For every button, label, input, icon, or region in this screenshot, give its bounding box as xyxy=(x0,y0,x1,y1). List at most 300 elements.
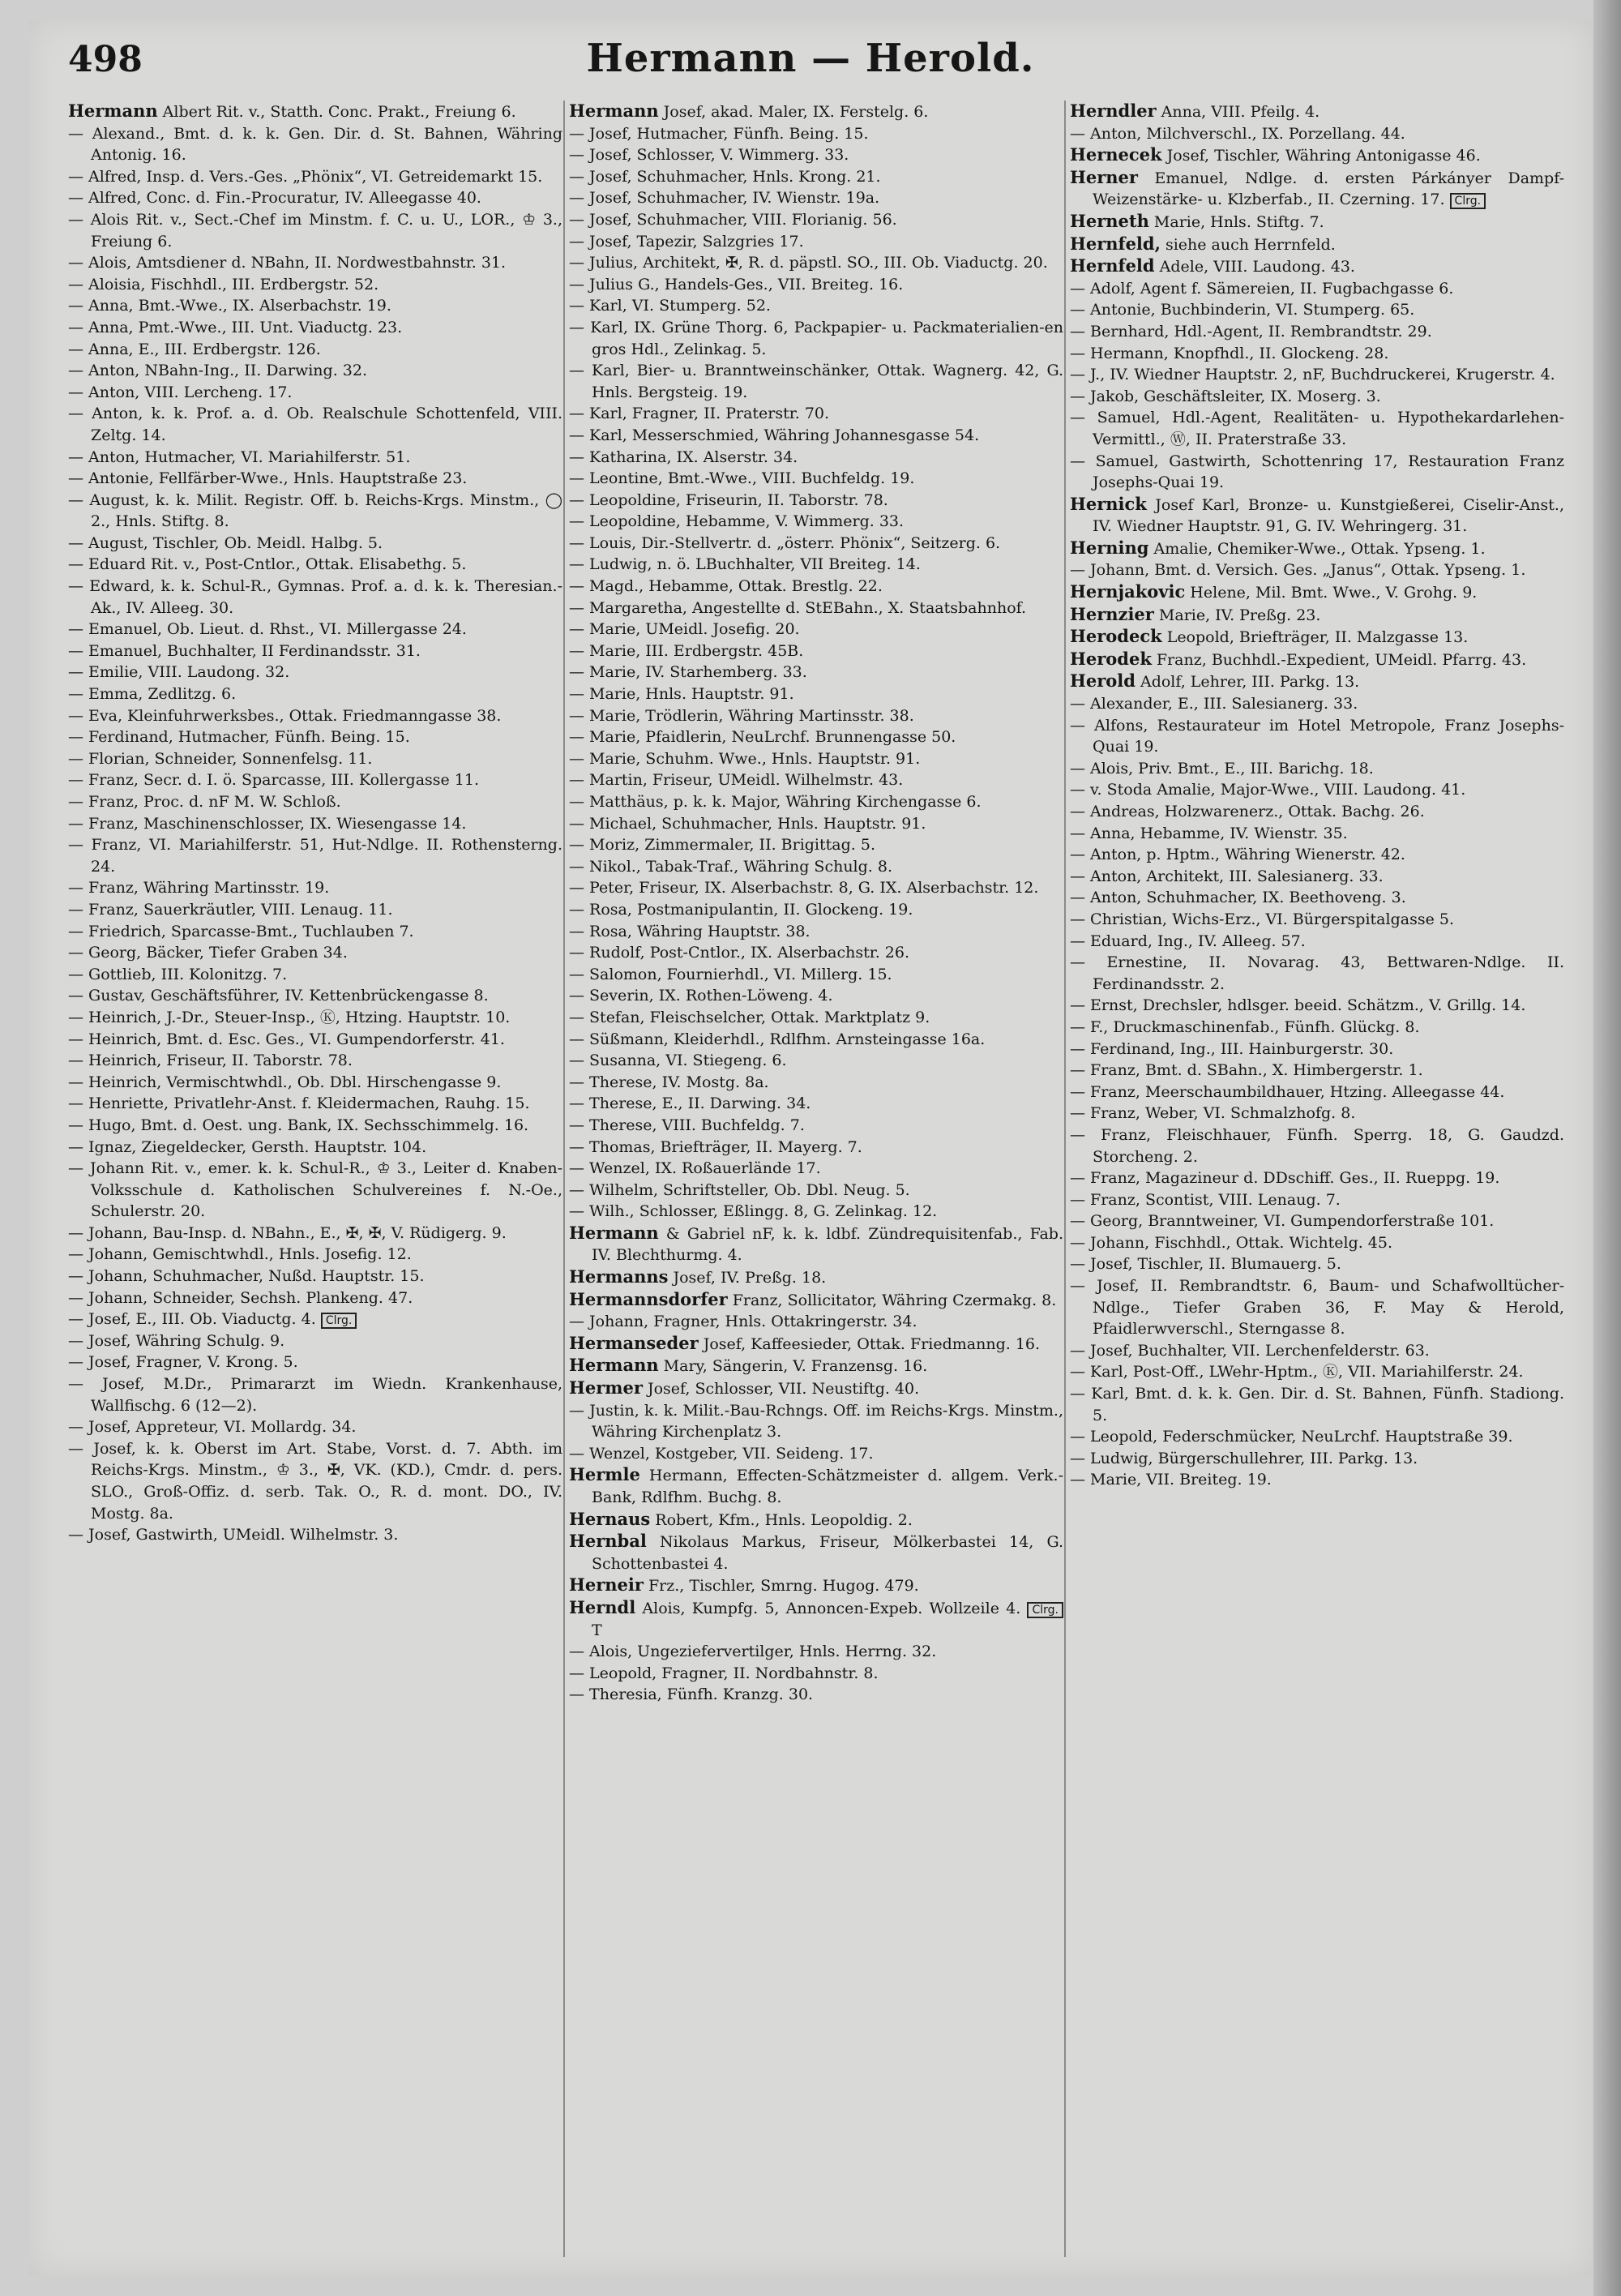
directory-entry xyxy=(569,640,1063,662)
entry-text: Nikolaus Markus, Friseur, Mölkerbastei 14, G. Schottenbastei 4. xyxy=(592,1533,1063,1573)
directory-entry xyxy=(569,791,1063,813)
directory-entry xyxy=(569,317,1063,360)
directory-entry xyxy=(68,942,562,964)
entry-text: — Leopoldine, Friseurin, II. Taborstr. 78. xyxy=(569,490,888,509)
directory-entry xyxy=(569,1377,1063,1400)
directory-entry xyxy=(1070,1189,1564,1211)
entry-surname: Hermle xyxy=(569,1464,640,1485)
entry-text: — Nikol., Tabak-Traf., Währing Schulg. 8. xyxy=(569,857,892,876)
directory-entry xyxy=(569,1072,1063,1094)
entry-text: — Johann, Gemischtwhdl., Hnls. Josefig. 12. xyxy=(68,1245,412,1264)
entry-text: — Emanuel, Ob. Lieut. d. Rhst., VI. Millergasse 24. xyxy=(68,620,467,639)
entry-surname: Hernzier xyxy=(1070,603,1154,624)
directory-entry xyxy=(1070,1103,1564,1124)
directory-entry xyxy=(1070,451,1564,494)
entry-text: — Wenzel, Kostgeber, VII. Seideng. 17. xyxy=(569,1444,874,1463)
directory-entry xyxy=(569,705,1063,727)
directory-entry xyxy=(1070,1383,1564,1426)
directory-entry xyxy=(569,748,1063,770)
directory-entry xyxy=(68,274,562,296)
entry-text: — Josef, Buchhalter, VII. Lerchenfelderstr. 63. xyxy=(1070,1341,1430,1360)
entry-text: — F., Druckmaschinenfab., Fünfh. Glückg. 8. xyxy=(1070,1017,1420,1036)
clearing-badge: Clrg. xyxy=(1450,193,1486,209)
directory-entry xyxy=(68,640,562,662)
entry-text: — Edward, k. k. Schul-R., Gymnas. Prof. a. d. k. k. Theresian.-Ak., IV. Alleeg. 30. xyxy=(68,577,562,617)
directory-entry xyxy=(68,295,562,317)
directory-entry xyxy=(68,1223,562,1244)
entry-text: — Johann, Schuhmacher, Nußd. Hauptstr. 15. xyxy=(68,1267,425,1286)
entry-surname: Herneth xyxy=(1070,210,1149,231)
entry-text: — Karl, IX. Grüne Thorg. 6, Packpapier- u. Packmaterialien-en gros Hdl., Zelinkag. 5. xyxy=(569,318,1063,358)
directory-entry xyxy=(68,1072,562,1094)
directory-entry xyxy=(1070,758,1564,780)
entry-text: Adolf, Lehrer, III. Parkg. 13. xyxy=(1135,673,1360,692)
directory-entry xyxy=(1070,1039,1564,1060)
directory-entry xyxy=(569,1093,1063,1115)
entry-text: — Anton, Schuhmacher, IX. Beethoveng. 3. xyxy=(1070,889,1406,907)
directory-entry xyxy=(68,985,562,1007)
directory-entry xyxy=(68,447,562,469)
entry-text: — Gustav, Geschäftsführer, IV. Kettenbrückengasse 8. xyxy=(68,987,489,1005)
directory-entry xyxy=(569,468,1063,490)
binding-shadow xyxy=(1593,0,1621,2296)
entry-text: Mary, Sängerin, V. Franzensg. 16. xyxy=(658,1357,928,1376)
entry-text: — Josef, Währing Schulg. 9. xyxy=(68,1331,285,1350)
directory-entry xyxy=(1070,101,1564,123)
entry-text: — J., IV. Wiedner Hauptstr. 2, nF, Buchdruckerei, Krugerstr. 4. xyxy=(1070,366,1555,384)
column-divider xyxy=(1064,101,1066,2257)
entry-text: — Alois, Ungeziefervertilger, Hnls. Herrng. 32. xyxy=(569,1643,937,1661)
entry-text: — Leontine, Bmt.-Wwe., VIII. Buchfeldg. 19. xyxy=(569,469,915,488)
entry-text: — Josef, Schuhmacher, VIII. Florianig. 56. xyxy=(569,210,897,229)
entry-text: — Samuel, Gastwirth, Schottenring 17, Restauration Franz Josephs-Quai 19. xyxy=(1070,452,1564,492)
entry-surname: Herner xyxy=(1070,166,1138,187)
directory-entry xyxy=(569,447,1063,469)
directory-entry xyxy=(1070,779,1564,801)
entry-text: — Ludwig, Bürgerschullehrer, III. Parkg. 13. xyxy=(1070,1449,1418,1467)
directory-entry xyxy=(569,1289,1063,1312)
directory-entry xyxy=(569,598,1063,619)
directory-entry xyxy=(68,1330,562,1352)
entry-text: — Friedrich, Sparcasse-Bmt., Tuchlauben 7. xyxy=(68,922,414,940)
entry-text: — Wenzel, IX. Roßauerlände 17. xyxy=(569,1159,821,1178)
entry-text: — Florian, Schneider, Sonnenfelsg. 11. xyxy=(68,749,373,768)
directory-entry xyxy=(68,209,562,252)
entry-text: — Franz, Bmt. d. SBahn., X. Himbergerstr. 1. xyxy=(1070,1061,1423,1080)
directory-entry xyxy=(569,662,1063,683)
directory-entry xyxy=(1070,407,1564,450)
entry-text: Josef, Tischler, Währing Antonigasse 46. xyxy=(1161,147,1481,165)
entry-text: Robert, Kfm., Hnls. Leopoldig. 2. xyxy=(650,1510,913,1529)
directory-entry xyxy=(68,317,562,339)
columns-container xyxy=(68,101,1564,2257)
directory-entry xyxy=(68,166,562,188)
clearing-badge: Clrg. xyxy=(1027,1602,1063,1618)
entry-surname: Hernick xyxy=(1070,493,1147,514)
directory-entry xyxy=(1070,581,1564,604)
directory-entry xyxy=(68,1438,562,1524)
entry-text: — Antonie, Buchbinderin, VI. Stumperg. 65. xyxy=(1070,301,1415,319)
directory-entry xyxy=(68,187,562,209)
entry-text: — Michael, Schuhmacher, Hnls. Hauptstr. 91. xyxy=(569,814,926,833)
entry-text: — Susanna, VI. Stiegeng. 6. xyxy=(569,1052,787,1070)
directory-entry xyxy=(569,769,1063,791)
directory-entry xyxy=(1070,211,1564,233)
directory-entry xyxy=(569,490,1063,512)
entry-text: — Franz, Maschinenschlosser, IX. Wiesengasse 14. xyxy=(68,814,467,833)
directory-entry xyxy=(1070,559,1564,581)
entry-text: — Henriette, Privatlehr-Anst. f. Kleidermachen, Rauhg. 15. xyxy=(68,1094,530,1113)
directory-entry xyxy=(1070,1082,1564,1103)
entry-text: — Franz, Magazineur d. DDschiff. Ges., II. Rueppg. 19. xyxy=(1070,1169,1500,1188)
entry-surname: Herning xyxy=(1070,537,1149,558)
entry-text: — Georg, Bäcker, Tiefer Graben 34. xyxy=(68,944,348,962)
directory-entry xyxy=(569,1641,1063,1663)
directory-entry xyxy=(68,1137,562,1159)
directory-entry xyxy=(1070,801,1564,823)
entry-surname: Hermann xyxy=(569,1222,659,1243)
entry-text: — Georg, Branntweiner, VI. Gumpendorferstraße 101. xyxy=(1070,1212,1495,1231)
directory-entry xyxy=(569,360,1063,403)
entry-text: — Matthäus, p. k. k. Major, Währing Kirchengasse 6. xyxy=(569,793,982,811)
entry-text: Marie, Hnls. Stiftg. 7. xyxy=(1148,212,1324,231)
directory-entry xyxy=(68,1373,562,1416)
directory-entry xyxy=(68,360,562,382)
entry-text: Albert Rit. v., Statth. Conc. Prakt., Freiung 6. xyxy=(157,103,516,121)
directory-entry xyxy=(569,964,1063,986)
entry-surname: Hernaus xyxy=(569,1508,651,1529)
directory-entry xyxy=(1070,278,1564,300)
directory-entry xyxy=(1070,386,1564,408)
entry-text: — Leopold, Fragner, II. Nordbahnstr. 8. xyxy=(569,1664,879,1682)
entry-text: — Franz, Währing Martinsstr. 19. xyxy=(68,879,330,897)
entry-text: — Margaretha, Angestellte d. StEBahn., X. Staatsbahnhof. xyxy=(569,598,1027,617)
entry-text: Anna, VIII. Pfeilg. 4. xyxy=(1156,103,1320,121)
entry-surname: Hermanns xyxy=(569,1266,669,1287)
directory-entry xyxy=(68,101,562,123)
entry-text: — Josef, Schlosser, V. Wimmerg. 33. xyxy=(569,146,849,165)
directory-entry xyxy=(569,209,1063,231)
directory-entry xyxy=(569,1663,1063,1685)
directory-entry xyxy=(68,554,562,576)
directory-entry xyxy=(1070,1232,1564,1254)
directory-entry xyxy=(68,877,562,899)
directory-entry xyxy=(1070,626,1564,649)
entry-text: — Johann, Fischhdl., Ottak. Wichtelg. 45. xyxy=(1070,1233,1393,1252)
entry-text: — Thomas, Briefträger, II. Mayerg. 7. xyxy=(569,1137,862,1156)
entry-text: — Katharina, IX. Alserstr. 34. xyxy=(569,448,798,466)
directory-entry xyxy=(1070,343,1564,365)
directory-entry xyxy=(1070,364,1564,386)
entry-surname: Herodek xyxy=(1070,648,1152,669)
directory-entry xyxy=(68,576,562,619)
directory-entry xyxy=(1070,866,1564,888)
directory-entry xyxy=(569,101,1063,123)
entry-text: — Marie, Hnls. Hauptstr. 91. xyxy=(569,685,794,704)
entry-text: Emanuel, Ndlge. d. ersten Párkányer Dampf-Weizenstärke- u. Klzberfab., II. Czerning. 17. xyxy=(1093,169,1564,209)
entry-text: — Bernhard, Hdl.-Agent, II. Rembrandtstr. 29. xyxy=(1070,322,1432,341)
directory-entry xyxy=(569,1597,1063,1641)
entry-text: — Leopoldine, Hebamme, V. Wimmerg. 33. xyxy=(569,512,905,531)
entry-text: — Marie, Schuhm. Wwe., Hnls. Hauptstr. 91. xyxy=(569,749,921,768)
directory-entry xyxy=(569,1311,1063,1333)
entry-text: — Josef, Gastwirth, UMeidl. Wilhelmstr. 3. xyxy=(68,1526,399,1544)
entry-text: — Marie, UMeidl. Josefig. 20. xyxy=(569,620,800,639)
entry-text: — Johann, Schneider, Sechsh. Plankeng. 47. xyxy=(68,1288,413,1307)
directory-entry xyxy=(569,877,1063,899)
entry-surname: Hermann xyxy=(569,101,659,121)
entry-text: — Eduard Rit. v., Post-Cntlor., Ottak. Elisabethg. 5. xyxy=(68,555,467,574)
entry-text: — Alexand., Bmt. d. k. k. Gen. Dir. d. St. Bahnen, Währing Antonig. 16. xyxy=(68,124,562,165)
entry-surname: Herndler xyxy=(1070,101,1157,121)
entry-text: — Karl, Messerschmied, Währing Johannesgasse 54. xyxy=(569,426,980,444)
entry-text: — Eva, Kleinfuhrwerksbes., Ottak. Friedmanngasse 38. xyxy=(68,706,502,725)
directory-entry xyxy=(569,726,1063,748)
directory-entry xyxy=(1070,167,1564,211)
entry-text: — Alois, Amtsdiener d. NBahn, II. Nordwestbahnstr. 31. xyxy=(68,254,507,272)
entry-text: — Wilh., Schlosser, Eßlingg. 8, G. Zelinkag. 12. xyxy=(569,1202,938,1221)
entry-text: — Josef, k. k. Oberst im Art. Stabe, Vorst. d. 7. Abth. im Reichs-Krgs. Minstm., ♔ 3., ✠, VK. (KD.), Cmdr. d. pers. SLO., Groß-Offiz. d. serb. Tak. O., R. d. mont. DO., IV. Mostg. 8a. xyxy=(68,1439,562,1523)
entry-surname: Hermann xyxy=(569,1355,659,1376)
directory-entry xyxy=(569,144,1063,166)
entry-surname: Hernbal xyxy=(569,1531,647,1552)
entry-text: Josef, Schlosser, VII. Neustiftg. 40. xyxy=(642,1380,920,1399)
entry-text: — Adolf, Agent f. Sämereien, II. Fugbachgasse 6. xyxy=(1070,279,1454,298)
directory-entry xyxy=(569,1223,1063,1266)
entry-text: — Franz, VI. Mariahilferstr. 51, Hut-Ndlge. II. Rothensterng. 24. xyxy=(68,836,562,876)
entry-text: Amalie, Chemiker-Wwe., Ottak. Ypseng. 1. xyxy=(1148,539,1486,558)
directory-entry xyxy=(1070,1253,1564,1275)
entry-text: — Karl, Post-Off., LWehr-Hptm., Ⓚ, VII. Mariahilferstr. 24. xyxy=(1070,1363,1524,1381)
directory-entry xyxy=(1070,1167,1564,1189)
directory-entry xyxy=(1070,299,1564,321)
entry-text: — Eduard, Ing., IV. Alleeg. 57. xyxy=(1070,932,1306,950)
entry-text: — Christian, Wichs-Erz., VI. Bürgerspitalgasse 5. xyxy=(1070,910,1454,928)
entry-text: Josef, Kaffeesieder, Ottak. Friedmanng. 16. xyxy=(698,1334,1041,1353)
directory-entry xyxy=(68,662,562,683)
directory-entry xyxy=(569,1684,1063,1706)
entry-text: Josef Karl, Bronze- u. Kunstgießerei, Ciselir-Anst., IV. Wiedner Hauptstr. 91, G. IV. Wehringerg. 31. xyxy=(1093,495,1564,536)
entry-text: — Franz, Weber, VI. Schmalzhofg. 8. xyxy=(1070,1104,1356,1123)
directory-entry xyxy=(68,1115,562,1137)
clearing-badge: Clrg. xyxy=(321,1313,357,1329)
directory-entry xyxy=(569,1158,1063,1180)
directory-entry xyxy=(68,1351,562,1373)
directory-entry xyxy=(569,985,1063,1007)
entry-text: — Hugo, Bmt. d. Oest. ung. Bank, IX. Sechsschimmelg. 16. xyxy=(68,1116,529,1134)
entry-text: — Rudolf, Post-Cntlor., IX. Alserbachstr. 26. xyxy=(569,944,910,962)
running-title: Hermann — Herold. xyxy=(586,36,1035,81)
entry-text: — Heinrich, Friseur, II. Taborstr. 78. xyxy=(68,1052,353,1070)
directory-entry xyxy=(68,1007,562,1029)
directory-entry xyxy=(569,1443,1063,1465)
directory-entry xyxy=(1070,670,1564,693)
entry-text: — Süßmann, Kleiderhdl., Rdlfhm. Arnsteingasse 16a. xyxy=(569,1030,986,1048)
entry-surname: Hermanseder xyxy=(569,1332,699,1353)
directory-entry xyxy=(68,769,562,791)
entry-text: — Alois Rit. v., Sect.-Chef im Minstm. f. C. u. U., LOR., ♔ 3., Freiung 6. xyxy=(68,210,562,251)
directory-entry xyxy=(569,295,1063,317)
directory-entry xyxy=(1070,823,1564,845)
directory-entry xyxy=(68,382,562,404)
directory-entry xyxy=(569,1180,1063,1202)
entry-text: — Martin, Friseur, UMeidl. Wilhelmstr. 43. xyxy=(569,771,904,790)
entry-text: — Stefan, Fleischselcher, Ottak. Marktplatz 9. xyxy=(569,1008,930,1026)
directory-entry xyxy=(68,1309,562,1330)
directory-entry xyxy=(1070,844,1564,866)
entry-text: — Franz, Fleischhauer, Fünfh. Sperrg. 18, G. Gaudzd. Storcheng. 2. xyxy=(1070,1125,1564,1166)
entry-text: Josef, akad. Maler, IX. Ferstelg. 6. xyxy=(658,103,929,121)
directory-entry xyxy=(1070,715,1564,758)
entry-text: — Josef, E., III. Ob. Viaductg. 4. xyxy=(68,1310,321,1329)
entry-text: — Josef, Appreteur, VI. Mollardg. 34. xyxy=(68,1418,357,1437)
directory-entry xyxy=(68,1093,562,1115)
directory-entry xyxy=(68,964,562,986)
directory-entry xyxy=(569,683,1063,705)
directory-entry xyxy=(569,1007,1063,1029)
entry-text: Leopold, Briefträger, II. Malzgasse 13. xyxy=(1161,628,1469,647)
directory-entry xyxy=(569,274,1063,296)
directory-entry xyxy=(1070,1275,1564,1340)
entry-text: — Anton, VIII. Lercheng. 17. xyxy=(68,383,293,401)
entry-surname: Hermer xyxy=(569,1377,643,1399)
entry-text: — Justin, k. k. Milit.-Bau-Rchngs. Off. im Reichs-Krgs. Minstm., Währing Kirchenplatz 3. xyxy=(569,1401,1063,1441)
directory-entry xyxy=(569,942,1063,964)
directory-entry xyxy=(1070,693,1564,715)
entry-text: — Rosa, Postmanipulantin, II. Glockeng. 19. xyxy=(569,900,913,919)
entry-text: — Andreas, Holzwarenerz., Ottak. Bachg. 26. xyxy=(1070,803,1425,820)
directory-entry xyxy=(68,813,562,835)
entry-text: — Salomon, Fournierhdl., VI. Millerg. 15. xyxy=(569,965,892,983)
entry-text: — Severin, IX. Rothen-Löweng. 4. xyxy=(569,987,833,1005)
directory-entry xyxy=(68,1416,562,1438)
directory-entry xyxy=(1070,604,1564,627)
entry-surname: Hermannsdorfer xyxy=(569,1288,728,1309)
entry-text: — Anna, Pmt.-Wwe., III. Unt. Viaductg. 23. xyxy=(68,318,403,336)
directory-entry xyxy=(569,1266,1063,1289)
entry-text: — Heinrich, J.-Dr., Steuer-Insp., Ⓚ, Htzing. Hauptstr. 10. xyxy=(68,1008,511,1026)
directory-entry xyxy=(1070,1448,1564,1470)
entry-text: — Alois, Priv. Bmt., E., III. Barichg. 18. xyxy=(1070,759,1374,777)
directory-entry xyxy=(569,1029,1063,1051)
directory-entry xyxy=(569,231,1063,253)
directory-entry xyxy=(569,1400,1063,1443)
entry-text: — Aloisia, Fischhdl., III. Erdbergstr. 52. xyxy=(68,275,379,293)
directory-entry xyxy=(569,813,1063,835)
directory-entry xyxy=(68,1287,562,1309)
directory-entry xyxy=(1070,887,1564,909)
entry-text: — Franz, Proc. d. nF M. W. Schloß. xyxy=(68,793,341,811)
entry-text: — Johann, Fragner, Hnls. Ottakringerstr. 34. xyxy=(569,1313,917,1331)
directory-entry xyxy=(68,619,562,640)
entry-text: — Marie, VII. Breiteg. 19. xyxy=(1070,1471,1272,1489)
entry-text: Josef, IV. Preßg. 18. xyxy=(668,1269,827,1287)
entry-text: — Rosa, Währing Hauptstr. 38. xyxy=(569,922,810,940)
directory-entry xyxy=(569,1050,1063,1072)
entry-text: — Anna, E., III. Erdbergstr. 126. xyxy=(68,340,321,358)
entry-text: — Leopold, Federschmücker, NeuLrchf. Hauptstraße 39. xyxy=(1070,1428,1513,1446)
entry-text: — Heinrich, Vermischtwhdl., Ob. Dbl. Hirschengasse 9. xyxy=(68,1073,502,1091)
entry-surname: Hernecek xyxy=(1070,144,1162,165)
directory-entry xyxy=(1070,538,1564,560)
directory-entry xyxy=(68,1244,562,1266)
directory-entry xyxy=(68,748,562,770)
directory-entry xyxy=(569,834,1063,856)
entry-text: — Ignaz, Ziegeldecker, Gersth. Hauptstr. 104. xyxy=(68,1137,427,1156)
directory-entry xyxy=(68,1029,562,1051)
entry-surname: Herodeck xyxy=(1070,626,1162,647)
directory-entry xyxy=(68,252,562,274)
entry-text: — Anton, Architekt, III. Salesianerg. 33. xyxy=(1070,867,1384,885)
directory-entry xyxy=(68,705,562,727)
entry-text: — Ernst, Drechsler, hdlsger. beeid. Schätzm., V. Grillg. 14. xyxy=(1070,996,1526,1015)
entry-text: — Johann, Bmt. d. Versich. Ges. „Janus“, Ottak. Ypseng. 1. xyxy=(1070,561,1526,580)
directory-entry xyxy=(1070,1124,1564,1167)
entry-text: — Anton, Milchverschl., IX. Porzellang. 44. xyxy=(1070,124,1405,143)
entry-text: — Alexander, E., III. Salesianerg. 33. xyxy=(1070,695,1358,713)
directory-entry xyxy=(569,1509,1063,1531)
directory-entry xyxy=(1070,321,1564,343)
directory-entry xyxy=(569,1333,1063,1356)
entry-text: — Josef, Schuhmacher, IV. Wienstr. 19a. xyxy=(569,189,880,208)
entry-text: — Ferdinand, Hutmacher, Fünfh. Being. 15. xyxy=(68,728,410,747)
entry-text: — Julius G., Handels-Ges., VII. Breiteg. 16. xyxy=(569,275,904,293)
directory-entry xyxy=(1070,144,1564,167)
directory-entry xyxy=(1070,255,1564,278)
directory-entry xyxy=(1070,233,1564,256)
entry-surname: Herold xyxy=(1070,670,1136,692)
entry-text: — Emma, Zedlitzg. 6. xyxy=(68,685,237,704)
entry-text: — Moriz, Zimmermaler, II. Brigittag. 5. xyxy=(569,836,875,855)
directory-entry xyxy=(1070,931,1564,953)
entry-text: — Josef, Tischler, II. Blumauerg. 5. xyxy=(1070,1255,1341,1274)
directory-entry xyxy=(569,252,1063,274)
directory-entry xyxy=(68,1158,562,1223)
directory-entry xyxy=(569,425,1063,447)
entry-surname: Herneir xyxy=(569,1574,644,1596)
directory-entry xyxy=(1070,1426,1564,1448)
entry-text: — Anton, Hutmacher, VI. Mariahilferstr. 51. xyxy=(68,448,411,466)
directory-entry xyxy=(569,619,1063,640)
directory-entry xyxy=(569,899,1063,921)
entry-text: — Louis, Dir.-Stellvertr. d. „österr. Phönix“, Seitzerg. 6. xyxy=(569,533,1001,552)
entry-surname: Hernjakovic xyxy=(1070,581,1186,602)
entry-text: — August, k. k. Milit. Registr. Off. b. Reichs-Krgs. Minstm., ◯ 2., Hnls. Stiftg. 8. xyxy=(68,490,562,531)
entry-text: — Marie, III. Erdbergstr. 45B. xyxy=(569,641,804,660)
entry-text: — Anton, k. k. Prof. a. d. Ob. Realschule Schottenfeld, VIII. Zeltg. 14. xyxy=(68,405,562,444)
entry-text: — Karl, Fragner, II. Praterstr. 70. xyxy=(569,405,830,423)
directory-entry xyxy=(569,187,1063,209)
entry-surname: Hernfeld, xyxy=(1070,233,1161,254)
directory-entry xyxy=(569,1574,1063,1597)
directory-entry xyxy=(68,1266,562,1287)
entry-text: Frz., Tischler, Smrng. Hugog. 479. xyxy=(643,1577,919,1596)
entry-text: Franz, Sollicitator, Währing Czermakg. 8. xyxy=(727,1291,1057,1309)
directory-entry xyxy=(68,468,562,490)
entry-text: — Therese, VIII. Buchfeldg. 7. xyxy=(569,1116,805,1134)
entry-suffix: T xyxy=(592,1621,602,1639)
directory-entry xyxy=(569,166,1063,188)
page-number: 498 xyxy=(68,39,143,80)
directory-entry xyxy=(569,533,1063,555)
directory-entry xyxy=(1070,909,1564,931)
entry-text: — Ernestine, II. Novarag. 43, Bettwaren-Ndlge. II. Ferdinandsstr. 2. xyxy=(1070,953,1564,993)
directory-entry xyxy=(569,1201,1063,1223)
directory-entry xyxy=(569,1355,1063,1377)
entry-text: Hermann, Effecten-Schätzmeister d. allgem. Verk.-Bank, Rdlfhm. Buchg. 8. xyxy=(592,1467,1063,1506)
directory-entry xyxy=(569,1531,1063,1574)
directory-entry xyxy=(1070,494,1564,538)
